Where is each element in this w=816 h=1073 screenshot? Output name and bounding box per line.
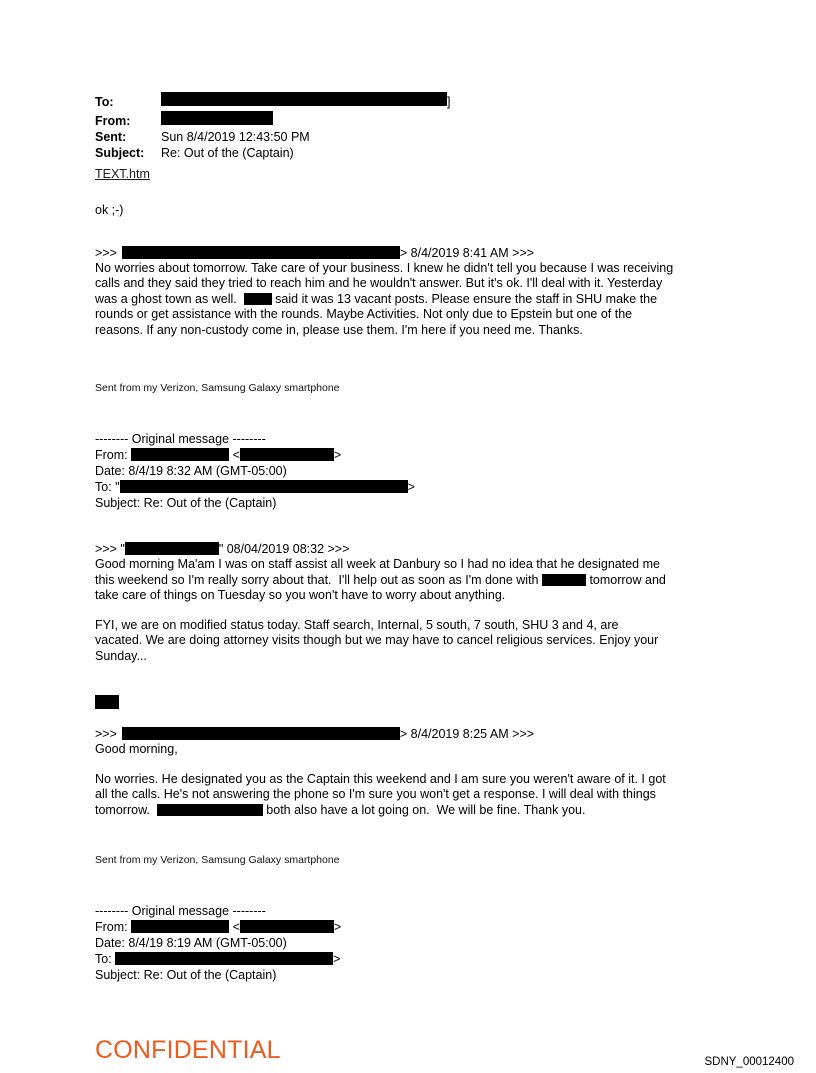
header-row-subject (95, 146, 725, 161)
original-date-label-1: Date: (95, 464, 125, 478)
reply-text: ok ;-) (95, 203, 124, 217)
original-to-angle-close-2: > (333, 952, 341, 966)
quote-prefix-3: >>> (95, 727, 117, 741)
message-1-line-5: reasons. If any non-custody come in, please use them. I'm here if you need me. Thanks. (95, 322, 583, 337)
message-3-body (95, 772, 725, 819)
original-to-redaction-2 (115, 952, 333, 965)
attachment-link[interactable]: TEXT.htm (95, 167, 150, 181)
message-1-body (95, 261, 725, 339)
original-to-2 (95, 951, 725, 967)
to-label: To: (95, 95, 114, 109)
header-row-sent (95, 130, 725, 145)
original-from-redaction-2b (240, 920, 334, 933)
original-subject-value-2: Re: Out of the (Captain) (143, 968, 277, 982)
original-from-angle-close-2: > (333, 920, 342, 934)
message-1-line-1: No worries about tomorrow. Take care of your business. I knew he didn't tell you because I was receiving (95, 260, 674, 275)
signature-1: Sent from my Verizon, Samsung Galaxy smartphone (95, 382, 340, 394)
message-3-greeting: Good morning, (95, 742, 178, 756)
message-2-paragraph-2 (95, 618, 725, 665)
sent-label: Sent: (95, 130, 127, 144)
original-to-label-1: To: (95, 480, 112, 494)
original-from-label-2: From: (95, 920, 128, 934)
original-to-redaction-1 (120, 480, 408, 493)
from-redaction (161, 111, 273, 125)
original-subject-label-1: Subject: (95, 496, 141, 510)
message-3-line-3: tomorrow. both also have a lot going on. We will be fine. Thank you. (95, 802, 586, 817)
block-redaction (95, 695, 119, 709)
quote-redaction-1 (122, 246, 400, 259)
message-1-line-2: calls and they said they tried to reach him and he wouldn't answer. But it's ok. I'll deal with it. Yesterday (95, 276, 663, 290)
original-date-value-2: 8/4/19 8:19 AM (GMT-05:00) (128, 936, 287, 950)
original-subject-value-1: Re: Out of the (Captain) (143, 496, 277, 510)
inline-redaction-1 (244, 293, 272, 305)
quote-redaction-2 (125, 542, 219, 555)
subject-label: Subject: (95, 146, 145, 160)
header-row-from (95, 111, 725, 129)
quote-suffix-3: > 8/4/2019 8:25 AM >>> (399, 727, 535, 741)
quote-suffix-2: " 08/04/2019 08:32 >>> (218, 542, 350, 556)
original-date-value-1: 8/4/19 8:32 AM (GMT-05:00) (128, 464, 287, 478)
quote-redaction-3 (122, 727, 400, 740)
message-2-line-3: take care of things on Tuesday so you won't have to worry about anything. (95, 588, 506, 602)
standalone-redaction-block (95, 694, 725, 712)
message-3-line-1: No worries. He designated you as the Captain this weekend and I am sure you weren't aware of it. I got (95, 771, 666, 786)
quote-header-1 (95, 245, 725, 261)
original-date-label-2: Date: (95, 936, 125, 950)
message-2-p2-line-1: FYI, we are on modified status today. Staff search, Internal, 5 south, 7 south, SHU 3 and 4, are (95, 617, 619, 632)
original-from-1 (95, 447, 725, 463)
original-from-angle-open-2: < (232, 920, 240, 934)
message-1-line-4: rounds or get assistance with the rounds. Maybe Activities. Not only due to Epstein but one of the (95, 307, 633, 321)
message-2-p2-line-3: Sunday... (95, 648, 147, 663)
original-subject-2 (95, 967, 725, 983)
email-header-block (95, 92, 725, 183)
original-from-angle-close-1: > (333, 448, 342, 462)
message-2-line-2: this weekend so I'm really sorry about that. I'll help out as soon as I'm done with tomorrow and (95, 572, 666, 587)
original-from-redaction-2 (131, 920, 229, 933)
inline-redaction-3 (157, 804, 263, 816)
email-content (95, 92, 725, 983)
to-bracket: ] (447, 95, 451, 109)
original-date-2 (95, 935, 725, 951)
quote-header-2 (95, 541, 725, 557)
sent-value: Sun 8/4/2019 12:43:50 PM (161, 130, 310, 144)
original-divider-1: -------- Original message -------- (95, 432, 266, 446)
message-1-line-3: was a ghost town as well. said it was 13 vacant posts. Please ensure the staff in SHU make the (95, 291, 658, 306)
original-subject-1 (95, 495, 725, 511)
subject-value: Re: Out of the (Captain) (161, 146, 294, 160)
original-from-redaction-1 (131, 448, 229, 461)
bates-number: SDNY_00012400 (704, 1056, 794, 1068)
message-2-line-1: Good morning Ma'am I was on staff assist all week at Danbury so I had no idea that he designated me (95, 557, 660, 571)
confidential-stamp: CONFIDENTIAL (95, 1036, 281, 1064)
message-2-body (95, 557, 725, 604)
quote-suffix-1: > 8/4/2019 8:41 AM >>> (399, 245, 535, 260)
quote-prefix-2: >>> " (95, 542, 125, 556)
signature-2: Sent from my Verizon, Samsung Galaxy smartphone (95, 854, 340, 866)
original-to-1 (95, 479, 725, 495)
original-to-quote-1: " (115, 480, 120, 494)
original-to-label-2: To: (95, 952, 112, 966)
original-subject-label-2: Subject: (95, 968, 141, 982)
original-from-angle-open-1: < (232, 448, 240, 462)
message-2-p2-line-2: vacated. We are doing attorney visits though but we may have to cancel religious services. Enjoy your (95, 633, 659, 647)
header-row-to (95, 92, 725, 110)
original-date-1 (95, 463, 725, 479)
original-divider-2: -------- Original message -------- (95, 904, 266, 918)
original-to-angle-close-1: > (407, 480, 415, 494)
message-3-line-2: all the calls. He's not answering the phone so I'm sure you won't get a response. I will deal with things (95, 787, 656, 801)
to-redaction (161, 92, 447, 106)
quote-prefix-1: >>> (95, 245, 117, 260)
original-from-2 (95, 919, 725, 935)
original-message-2 (95, 903, 725, 983)
from-label: From: (95, 114, 131, 128)
quote-header-3 (95, 726, 725, 742)
original-from-label-1: From: (95, 448, 128, 462)
inline-redaction-2 (542, 574, 586, 586)
original-message-1 (95, 431, 725, 511)
original-from-redaction-1b (240, 448, 334, 461)
